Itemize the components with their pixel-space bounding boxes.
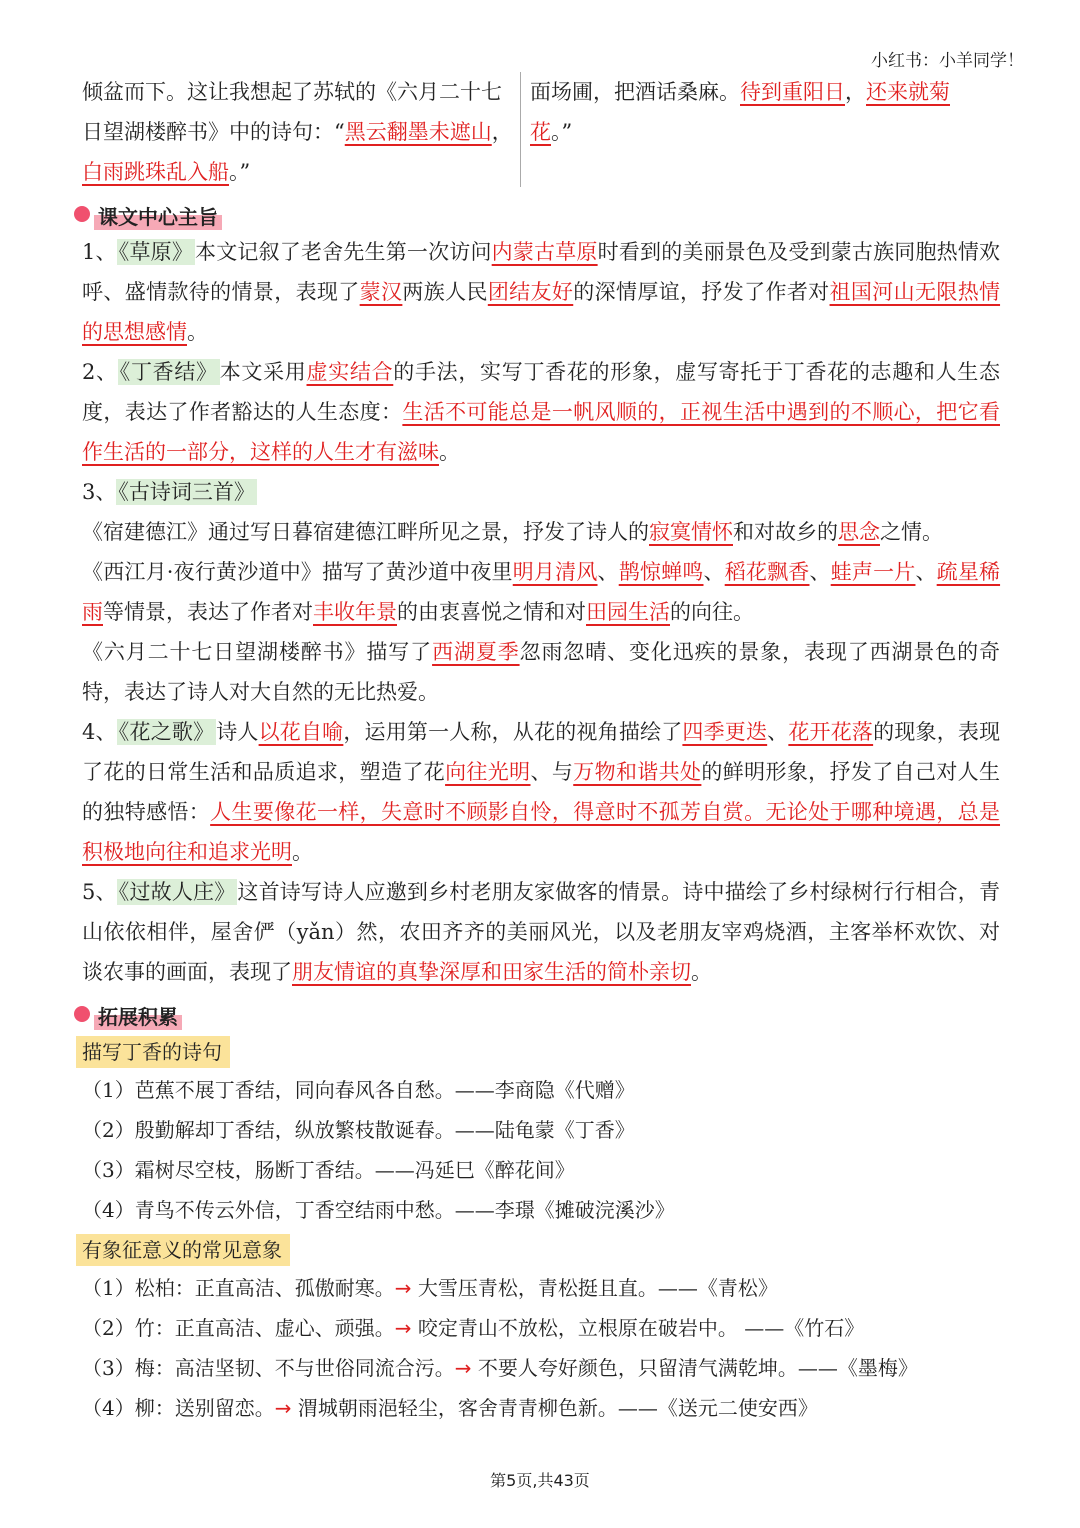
text: 等情景，表达了作者对 [103,600,313,624]
highlight: 白雨跳珠乱入船 [82,160,229,184]
text: 渭城朝雨浥轻尘，客舍青青柳色新。——《送元二使安西》 [291,1396,818,1420]
arrow-right-icon: → [454,1356,472,1380]
highlight: 蒙汉 [359,280,403,304]
highlight: 黑云翻墨未遮山 [344,120,492,144]
text: 的由衷喜悦之情和对 [397,600,586,624]
image-line [82,1348,1000,1388]
text: 、 [703,560,725,584]
lilac-poem-line: （1）芭蕉不展丁香结，同向春风各自愁。——李商隐《代赠》 [82,1078,635,1102]
text: 日望湖楼醉书》中的诗句：“ [82,120,345,144]
highlight: 四季更迭 [682,720,768,744]
highlight: 鹊惊蝉鸣 [618,560,704,584]
item-number: 5、 [82,880,117,904]
right-column [530,72,1000,152]
item-number: 3、 [82,480,117,504]
highlight: 蛙声一片 [830,560,916,584]
highlight: 人生要像花一样，失意时不顾影自怜，得意时不孤芳自赏。无论处于哪种境遇，总是积极地向往和追求光明 [82,800,1001,864]
highlight: 稻花飘香 [724,560,810,584]
left-column [82,72,514,192]
text: 这首诗写诗人应邀到乡村老朋友家做客的情景。诗中描绘了乡村绿树行行相合，青山依依相伴，屋舍俨（yǎn）然，农田齐齐的美丽风光，以及老朋友宰鸡烧酒，主客举杯欢饮、对谈农事的画面，表现了 [82,880,1001,984]
bullet-dot-icon [74,206,90,222]
text: ， [845,80,866,104]
highlight: 寂寞情怀 [649,520,733,544]
book-title: 《古诗词三首》 [118,480,255,504]
text: 、 [767,720,789,744]
text: 。” [551,120,573,144]
text: （1）松柏：正直高洁、孤傲耐寒。 [82,1276,395,1300]
left-line-2 [82,112,514,152]
bullet-dot-icon [74,1006,90,1022]
text: （2）竹：正直高洁、虚心、顽强。 [82,1316,395,1340]
section-heading-theme [82,196,1000,232]
highlight: 还来就菊 [866,80,950,104]
highlight: 团结友好 [487,280,574,304]
text: 不要人夸好颜色，只留清气满乾坤。——《墨梅》 [471,1356,918,1380]
highlight: 疏星稀雨 [82,560,1001,624]
text: ， [491,120,513,144]
highlight: 思念 [838,520,880,544]
highlight: 虚实结合 [306,360,394,384]
text: 、 [809,560,831,584]
highlight: 以花自喻 [258,720,344,744]
lilac-poem-line: （2）殷勤解却丁香结，纵放繁枝散诞春。——陆龟蒙《丁香》 [82,1118,635,1142]
book-title: 《草原》 [118,240,194,264]
text: 的深情厚谊，抒发了作者对 [573,280,830,304]
text: 时看到的美丽景色及受到蒙古族同胞热情欢呼、盛情款待的情景，表现了 [82,240,1001,304]
book-title: 《花之歌》 [118,720,215,744]
text: 、 [597,560,619,584]
left-line-3 [82,152,514,192]
text: 面场圃，把酒话桑麻。 [530,80,740,104]
text: 和对故乡的 [733,520,838,544]
highlight: 西湖夏季 [432,640,520,664]
image-line [82,1388,1000,1428]
theme-item-3 [82,472,1000,512]
text: 。 [292,840,313,864]
image-line [82,1268,1000,1308]
text: 忽雨忽晴、变化迅疾的景象，表现了西湖景色的奇特，表达了诗人对大自然的无比热爱。 [82,640,1001,704]
text: 、 [915,560,937,584]
text: ，运用第一人称，从花的视角描绘了 [343,720,683,744]
text: 诗人 [216,720,259,744]
column-divider [520,72,521,187]
text: 的向往。 [670,600,754,624]
highlight: 万物和谐共处 [573,760,702,784]
highlight: 生活不可能总是一帆风顺的，正视生活中遇到的不顺心，把它看作生活的一部分，这样的人生才有滋味 [82,400,1000,464]
section-title: 课文中心主旨 [94,199,222,230]
text: 《西江月·夜行黄沙道中》描写了黄沙道中夜里 [82,560,513,584]
text: 《宿建德江》通过写日暮宿建德江畔所见之景，抒发了诗人的 [82,520,649,544]
text: 咬定青山不放松，立根原在破岩中。 ——《竹石》 [411,1316,865,1340]
main-content [82,196,1000,1428]
highlight: 向往光明 [445,760,531,784]
section-heading-extension [82,996,1000,1032]
theme-item-4 [82,712,1000,872]
highlight: 花 [530,120,551,144]
text: 《六月二十七日望湖楼醉书》描写了 [82,640,433,664]
page-number: 第5页,共43页 [490,1471,590,1490]
left-line-1: 倾盆而下。这让我想起了苏轼的《六月二十七 [82,80,502,104]
arrow-right-icon: → [394,1276,412,1300]
poem-note-1 [82,512,1000,552]
highlight: 花开花落 [788,720,874,744]
highlight: 田园生活 [586,600,670,624]
text: （4）柳：送别留恋。 [82,1396,275,1420]
text: 大雪压青松，青松挺且直。——《青松》 [411,1276,778,1300]
top-continuation [82,72,1002,187]
text: 本文采用 [219,360,307,384]
poem-note-2 [82,552,1000,632]
text: 的现象，表现了花的日常生活和品质追求，塑造了花 [82,720,1001,784]
book-title: 《过故人庄》 [118,880,236,904]
item-number: 2、 [82,360,118,384]
text: 、与 [530,760,574,784]
text: 。 [691,960,712,984]
subheading-lilac-poems: 描写丁香的诗句 [76,1036,230,1068]
source-watermark: 小红书：小羊同学！ [871,51,1024,71]
lilac-poem-line: （4）青鸟不传云外信，丁香空结雨中愁。——李璟《摊破浣溪沙》 [82,1198,675,1222]
highlight: 内蒙古草原 [491,240,598,264]
subheading-symbolic-images: 有象征意义的常见意象 [76,1234,290,1266]
highlight: 祖国河山无限热情的思想感情 [82,280,1001,344]
text: 。 [439,440,460,464]
arrow-right-icon: → [394,1316,412,1340]
text: 两族人民 [402,280,488,304]
theme-item-2 [82,352,1000,472]
item-number: 1、 [82,240,117,264]
section-title: 拓展积累 [94,999,182,1030]
highlight: 朋友情谊的真挚深厚和田家生活的简朴亲切 [292,960,691,984]
image-line [82,1308,1000,1348]
text: 之情。 [880,520,943,544]
book-title: 《丁香结》 [119,360,218,384]
highlight: 丰收年景 [313,600,397,624]
lilac-poem-line: （3）霜树尽空枝，肠断丁香结。——冯延巳《醉花间》 [82,1158,575,1182]
highlight: 待到重阳日 [740,80,845,104]
text: 的手法，实写丁香花的形象，虚写寄托于丁香花的志趣和人生态度，表达了作者豁达的人生态度： [82,360,1001,424]
arrow-right-icon: → [274,1396,292,1420]
theme-item-5 [82,872,1000,992]
text: （3）梅：高洁坚韧、不与世俗同流合污。 [82,1356,455,1380]
text: 的鲜明形象，抒发了自己对人生的独特感悟： [82,760,1001,824]
theme-item-1 [82,232,1000,352]
text: 本文记叙了老舍先生第一次访问 [195,240,492,264]
poem-note-3 [82,632,1000,712]
item-number: 4、 [82,720,117,744]
text: 。 [187,320,208,344]
text: 。” [229,160,251,184]
highlight: 明月清风 [512,560,598,584]
